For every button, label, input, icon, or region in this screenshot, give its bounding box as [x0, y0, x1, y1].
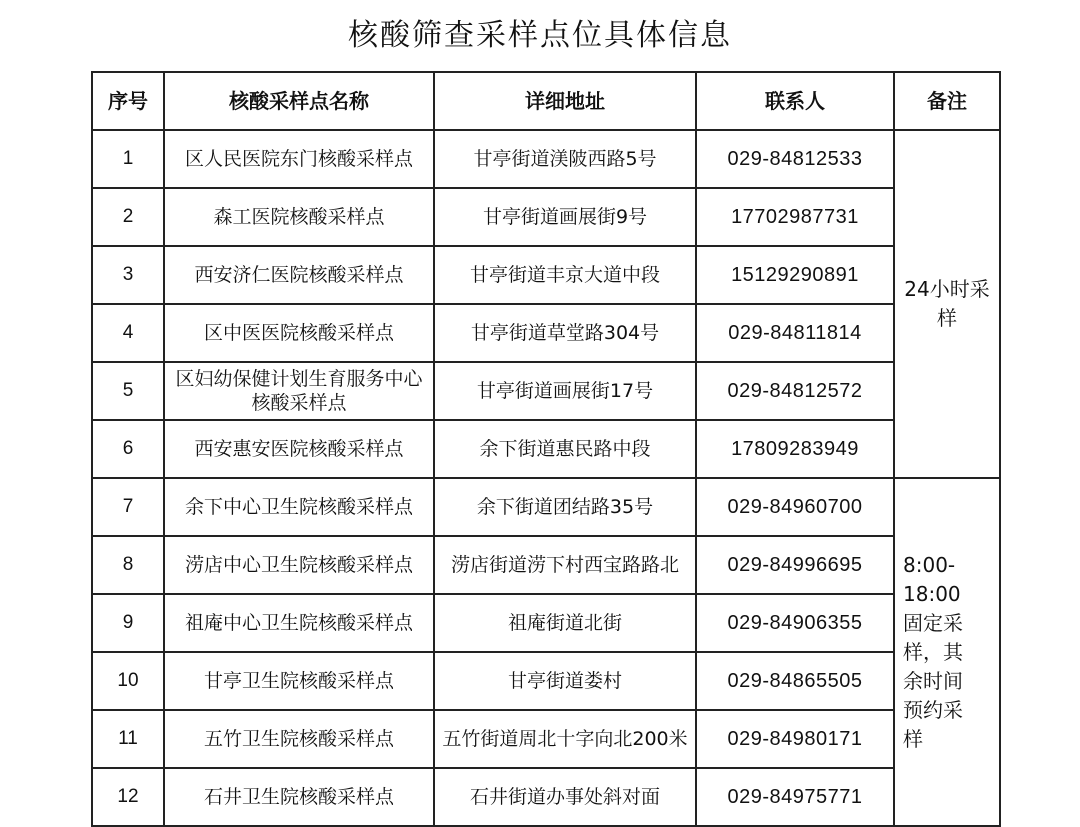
row-index: 5: [92, 362, 164, 420]
row-name: 西安惠安医院核酸采样点: [164, 420, 434, 478]
row-contact: 15129290891: [696, 246, 894, 304]
row-contact: 029-84865505: [696, 652, 894, 710]
row-name: 石井卫生院核酸采样点: [164, 768, 434, 826]
row-address: 甘亭街道草堂路304号: [434, 304, 696, 362]
row-contact: 17702987731: [696, 188, 894, 246]
page-title: 核酸筛查采样点位具体信息: [348, 18, 732, 53]
row-address: 甘亭街道画展街17号: [434, 362, 696, 420]
row-name: 余下中心卫生院核酸采样点: [164, 478, 434, 536]
row-index: 6: [92, 420, 164, 478]
row-address: 余下街道团结路35号: [434, 478, 696, 536]
row-name: 涝店中心卫生院核酸采样点: [164, 536, 434, 594]
row-index: 10: [92, 652, 164, 710]
row-index: 8: [92, 536, 164, 594]
row-index: 12: [92, 768, 164, 826]
row-address: 祖庵街道北街: [434, 594, 696, 652]
row-index: 3: [92, 246, 164, 304]
row-address: 五竹街道周北十字向北200米: [434, 710, 696, 768]
table-row: [92, 652, 1000, 710]
row-contact: 029-84975771: [696, 768, 894, 826]
header-name: 核酸采样点名称: [164, 72, 434, 130]
row-contact: 17809283949: [696, 420, 894, 478]
row-name: 五竹卫生院核酸采样点: [164, 710, 434, 768]
table-row: [92, 768, 1000, 826]
row-name: 甘亭卫生院核酸采样点: [164, 652, 434, 710]
row-index: 9: [92, 594, 164, 652]
table-row: [92, 246, 1000, 304]
header-note: 备注: [894, 72, 1000, 130]
row-index: 1: [92, 130, 164, 188]
table-row: [92, 536, 1000, 594]
row-contact: 029-84812572: [696, 362, 894, 420]
sampling-sites-table: [91, 71, 1001, 827]
row-contact: 029-84980171: [696, 710, 894, 768]
row-name: 森工医院核酸采样点: [164, 188, 434, 246]
row-contact: 029-84906355: [696, 594, 894, 652]
header-address: 详细地址: [434, 72, 696, 130]
row-address: 甘亭街道画展街9号: [434, 188, 696, 246]
table-row: [92, 362, 1000, 420]
note-fixed-hours: 8:00-18:00固定采样，其余时间预约采样: [894, 478, 1000, 826]
row-name: 祖庵中心卫生院核酸采样点: [164, 594, 434, 652]
row-name: 西安济仁医院核酸采样点: [164, 246, 434, 304]
table-row: [92, 478, 1000, 536]
row-address: 余下街道惠民路中段: [434, 420, 696, 478]
row-address: 石井街道办事处斜对面: [434, 768, 696, 826]
table-row: [92, 304, 1000, 362]
table-row: [92, 594, 1000, 652]
row-name: 区人民医院东门核酸采样点: [164, 130, 434, 188]
table-header-row: [92, 72, 1000, 130]
row-contact: 029-84960700: [696, 478, 894, 536]
row-address: 涝店街道涝下村西宝路路北: [434, 536, 696, 594]
row-contact: 029-84996695: [696, 536, 894, 594]
row-address: 甘亭街道丰京大道中段: [434, 246, 696, 304]
row-index: 4: [92, 304, 164, 362]
row-name: 区中医医院核酸采样点: [164, 304, 434, 362]
row-address: 甘亭街道娄村: [434, 652, 696, 710]
row-contact: 029-84811814: [696, 304, 894, 362]
row-contact: 029-84812533: [696, 130, 894, 188]
row-index: 11: [92, 710, 164, 768]
row-index: 7: [92, 478, 164, 536]
table-row: [92, 420, 1000, 478]
row-name: 区妇幼保健计划生育服务中心核酸采样点: [164, 362, 434, 420]
table-row: [92, 130, 1000, 188]
note-24-hour: 24小时采样: [894, 130, 1000, 478]
header-index: 序号: [92, 72, 164, 130]
row-address: 甘亭街道渼陂西路5号: [434, 130, 696, 188]
table-row: [92, 710, 1000, 768]
row-index: 2: [92, 188, 164, 246]
table-row: [92, 188, 1000, 246]
header-contact: 联系人: [696, 72, 894, 130]
